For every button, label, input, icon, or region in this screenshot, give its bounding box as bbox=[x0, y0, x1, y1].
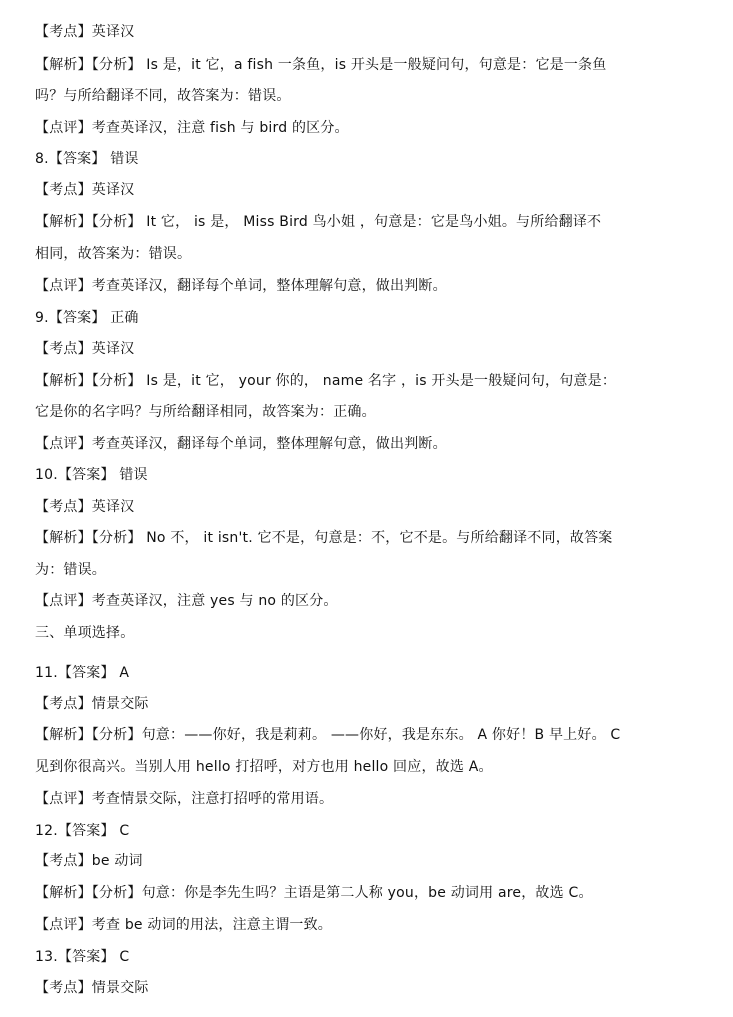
text-line: 11.【答案】 A bbox=[35, 665, 130, 681]
text-line: 吗？与所给翻译不同，故答案为：错误。 bbox=[35, 88, 291, 104]
text-line: 13.【答案】 C bbox=[35, 949, 130, 965]
text-line: 【点评】考查英译汉，注意 fish 与 bird 的区分。 bbox=[35, 120, 349, 136]
text-line: 8.【答案】 错误 bbox=[35, 151, 139, 167]
text-line: 【解析】【分析】 No 不， it isn't. 它不是，句意是：不，它不是。与所给翻译不同，故答案 bbox=[35, 530, 613, 546]
text-line: 【解析】【分析】 It 它， is 是， Miss Bird 鸟小姐 ，句意是：它是鸟小姐。与所给翻译不 bbox=[35, 214, 602, 230]
text-line: 见到你很高兴。当别人用 hello 打招呼，对方也用 hello 回应，故选 A。 bbox=[35, 759, 493, 775]
text-line: 【点评】考查英译汉，翻译每个单词，整体理解句意，做出判断。 bbox=[35, 278, 447, 294]
text-line: 【考点】英译汉 bbox=[35, 341, 135, 357]
text-line: 【点评】考查英译汉，翻译每个单词，整体理解句意，做出判断。 bbox=[35, 436, 447, 452]
text-line: 【点评】考查情景交际，注意打招呼的常用语。 bbox=[35, 791, 334, 807]
text-line: 【考点】英译汉 bbox=[35, 182, 135, 198]
text-line: 12.【答案】 C bbox=[35, 823, 130, 839]
text-line: 9.【答案】 正确 bbox=[35, 310, 139, 326]
text-line: 【点评】考查英译汉，注意 yes 与 no 的区分。 bbox=[35, 593, 338, 609]
text-line: 【解析】【分析】 Is 是，it 它， your 你的， name 名字 ，is 开头是一般疑问句，句意是： bbox=[35, 373, 617, 389]
text-line: 相同，故答案为：错误。 bbox=[35, 246, 192, 262]
text-line: 【解析】【分析】句意：你是李先生吗？主语是第二人称 you，be 动词用 are，故选 C。 bbox=[35, 885, 593, 901]
text-line: 为：错误。 bbox=[35, 562, 106, 578]
text-line: 【考点】英译汉 bbox=[35, 24, 135, 40]
text-line: 【解析】【分析】 Is 是，it 它，a fish 一条鱼，is 开头是一般疑问句，句意是：它是一条鱼 bbox=[35, 57, 607, 73]
text-line: 【考点】英译汉 bbox=[35, 499, 135, 515]
text-line: 【解析】【分析】句意：——你好，我是莉莉。 ——你好，我是东东。 A 你好！B 早上好。 C bbox=[35, 727, 621, 743]
text-line: 【考点】be 动词 bbox=[35, 853, 143, 869]
text-line: 【考点】情景交际 bbox=[35, 696, 149, 712]
text-line: 【考点】情景交际 bbox=[35, 980, 149, 996]
text-line: 10.【答案】 错误 bbox=[35, 467, 148, 483]
text-line: 【点评】考查 be 动词的用法，注意主谓一致。 bbox=[35, 917, 332, 933]
section-heading: 三、单项选择。 bbox=[35, 625, 135, 641]
text-line: 它是你的名字吗？与所给翻译相同，故答案为：正确。 bbox=[35, 404, 376, 420]
